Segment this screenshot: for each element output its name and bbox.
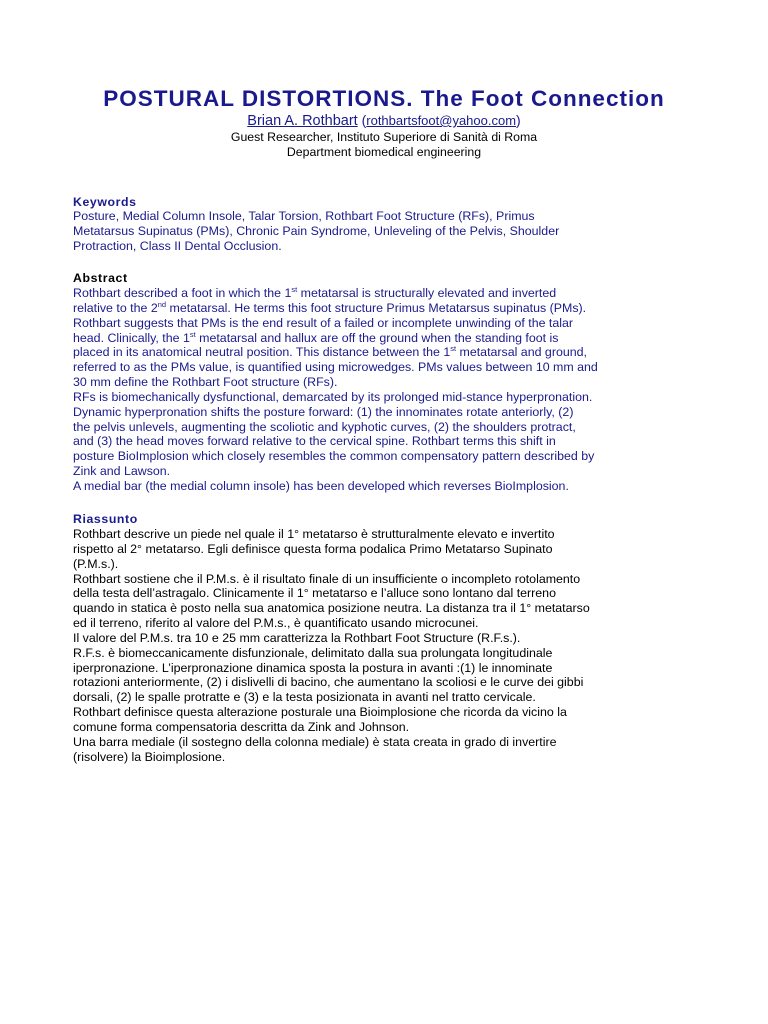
abstract-line: Rothbart suggests that PMs is the end result of a failed or incomplete unwinding of the talar [73,315,574,330]
riassunto-line: della testa dell’astragalo. Clinicamente il 1° metatarso e l’alluce sono lontano dal terreno [73,586,556,601]
riassunto-line: (P.M.s.). [73,556,119,571]
keywords-line: Protraction, Class II Dental Occlusion. [73,238,282,253]
abstract-line: posture BioImplosion which closely resembles the common compensatory pattern described by [73,449,595,464]
riassunto-line: ed il terreno, riferito al valore del P.M.s., è quantificato usando microcunei. [73,616,479,631]
affiliation-institute: Guest Researcher, Instituto Superiore di Sanità di Roma [230,130,538,144]
keywords-text [73,209,698,254]
riassunto-line: (risolvere) la Bioimplosione. [73,749,226,764]
author-name-link[interactable]: Brian A. Rothbart [247,113,358,129]
riassunto-line: comune forma compensatoria descritta da Zink and Johnson. [73,719,410,734]
keywords-line: Posture, Medial Column Insole, Talar Torsion, Rothbart Foot Structure (RFs), Primus [73,209,535,223]
abstract-line: placed in its anatomical neutral position. This distance between the 1st metatarsal and ground, [73,344,587,360]
abstract-line: RFs is biomechanically dysfunctional, demarcated by its prolonged mid-stance hyperpronation. [73,389,593,404]
author-email-link[interactable]: rothbartsfoot@yahoo.com [366,113,517,128]
riassunto-line: Rothbart sostiene che il P.M.s. è il risultato finale di un insufficiente o incompleto rotolamento [73,571,581,586]
abstract-line: Zink and Lawson. [73,464,171,479]
abstract-line: referred to as the PMs value, is quantified using microwedges. PMs values between 10 mm and [73,360,598,375]
riassunto-heading: Riassunto [73,512,138,526]
riassunto-line: Rothbart definisce questa alterazione posturale una Bioimplosione che ricorda da vicino la [73,705,567,720]
paper-title: POSTURAL DISTORTIONS. The Foot Connection [103,86,665,111]
abstract-heading: Abstract [73,271,128,285]
keywords-line: Metatarsus Supinatus (PMs), Chronic Pain Syndrome, Unleveling of the Pelvis, Shoulder [73,223,560,238]
abstract-text [73,286,698,494]
riassunto-line: rispetto al 2° metatarso. Egli definisce questa forma podalica Primo Metatarso Supinato [73,541,553,556]
abstract-line: head. Clinically, the 1st metatarsal and hallux are off the ground when the standing foot is [73,329,559,345]
abstract-line: Dynamic hyperpronation shifts the posture forward: (1) the innominates rotate anteriorly, (2) [73,404,574,419]
abstract-line: the pelvis unlevels, augmenting the scoliotic and kyphotic curves, (2) the shoulders protract, [73,419,576,434]
riassunto-line: Rothbart descrive un piede nel quale il 1° metatarso è strutturalmente elevato e invertito [73,527,555,541]
riassunto-line: iperpronazione. L’iperpronazione dinamica sposta la postura in avanti :(1) le innominate [73,660,553,675]
riassunto-line: quando in statica è posto nella sua anatomica posizione neutra. La distanza tra il 1° metatarso [73,601,590,616]
riassunto-line: Il valore del P.M.s. tra 10 e 25 mm caratterizza la Rothbart Foot Structure (R.F.s.). [73,630,521,645]
abstract-line: relative to the 2nd metatarsal. He terms this foot structure Primus Metatarsus supinatus (PMs). [73,299,587,315]
keywords-heading: Keywords [73,195,137,209]
riassunto-text [73,527,698,765]
abstract-line: and (3) the head moves forward relative to the cervical spine. Rothbart terms this shift in [73,434,556,449]
riassunto-line: R.F.s. è biomeccanicamente disfunzionale, delimitato dalla sua prolungata longitudinale [73,645,553,660]
riassunto-line: rotazioni anteriormente, (2) i dislivelli di bacino, che aumentano la scoliosi e le curve dei gibbi [73,675,584,690]
abstract-line: Rothbart described a foot in which the 1st metatarsal is structurally elevated and inverted [73,285,557,300]
abstract-line: 30 mm define the Rothbart Foot structure (RFs). [73,375,338,390]
riassunto-line: dorsali, (2) le spalle protratte e (3) e la testa posizionata in avanti nel tratto cervicale. [73,690,536,705]
riassunto-line: Una barra mediale (il sostegno della colonna mediale) è stata creata in grado di invertire [73,734,557,749]
author-line [0,112,768,129]
email-close-paren: ) [516,112,521,128]
email-open-paren: ( [361,112,367,128]
affiliation-department: Department biomedical engineering [286,145,482,159]
abstract-line: A medial bar (the medial column insole) has been developed which reverses BioImplosion. [73,478,569,493]
